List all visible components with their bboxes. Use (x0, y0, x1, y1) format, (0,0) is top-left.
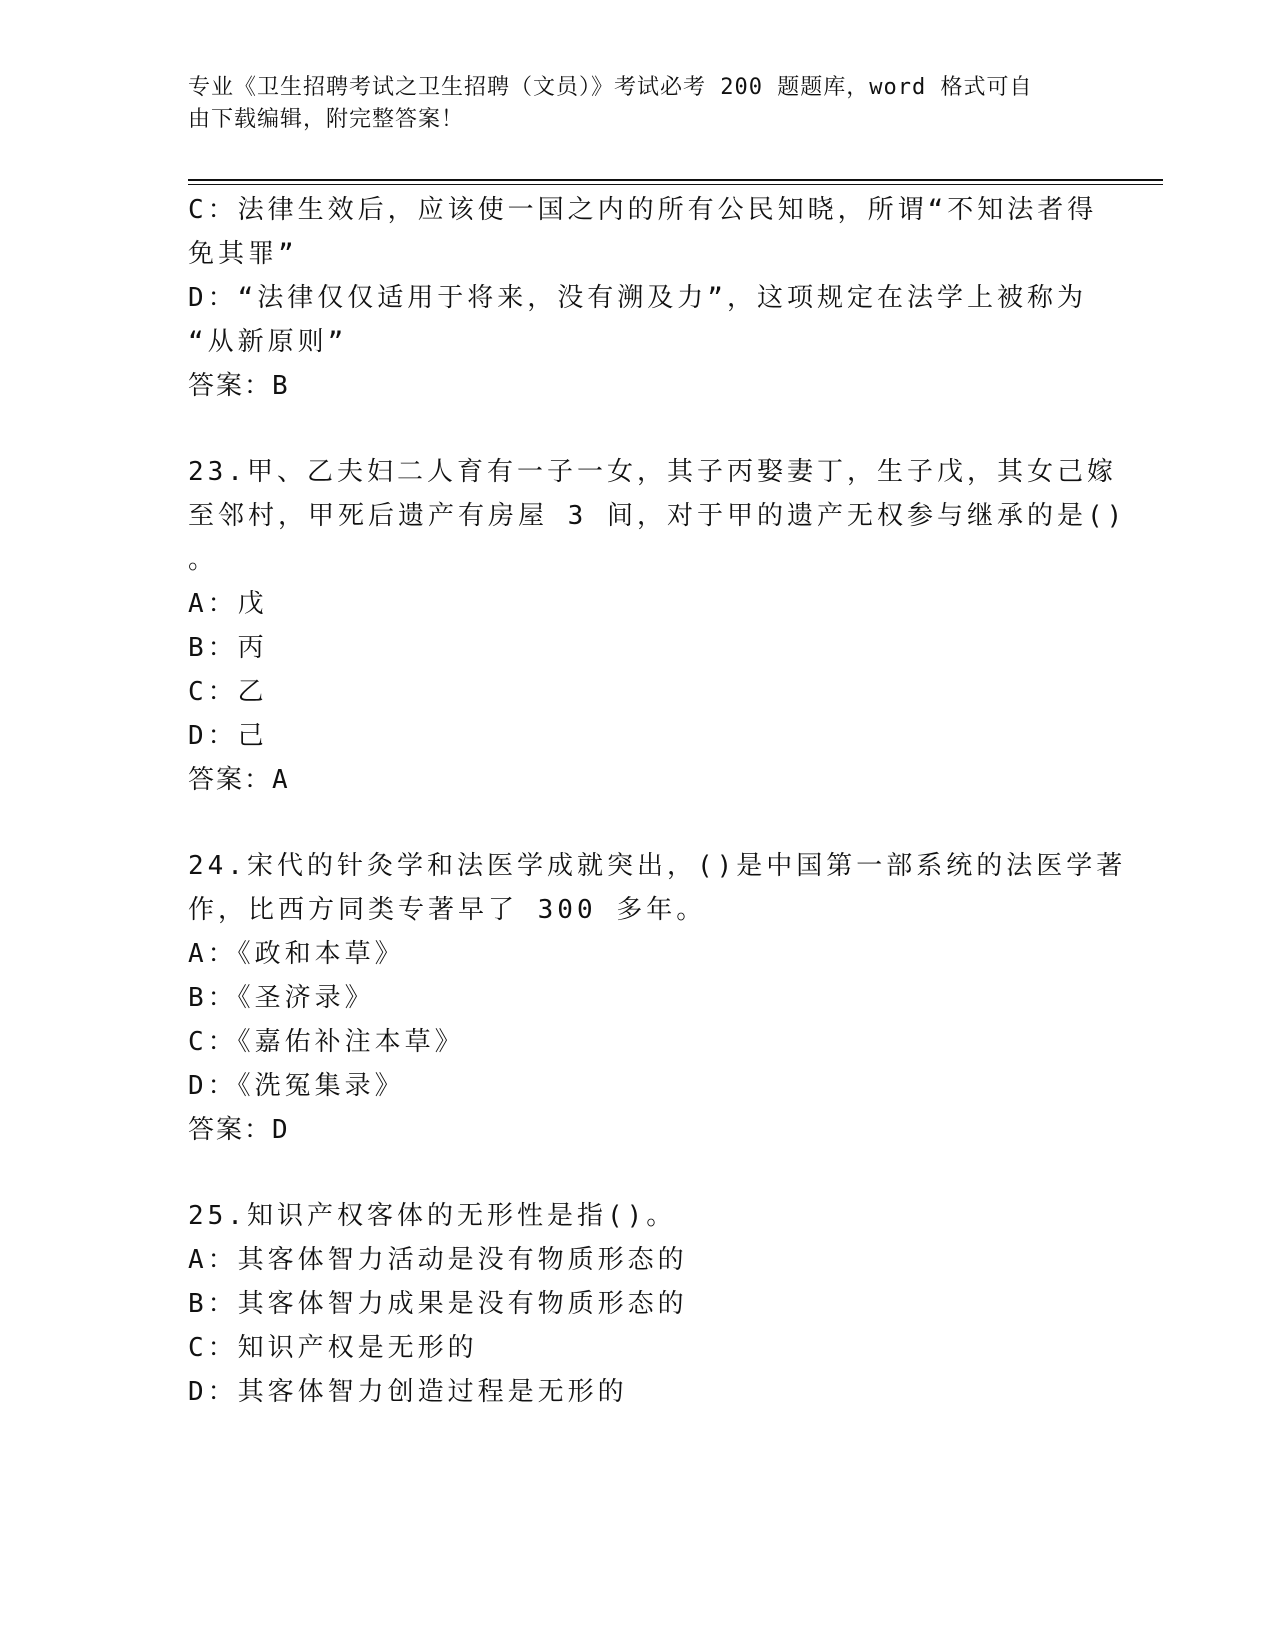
q23-stem-line-3: 。 (188, 545, 219, 575)
q25-option-d: D：其客体智力创造过程是无形的 (188, 1377, 628, 1407)
q22-option-d-line-1: D：“法律仅仅适用于将来，没有溯及力”，这项规定在法学上被称为 (188, 283, 1087, 313)
header-divider-thick (188, 179, 1163, 181)
q22-option-c-line-2: 免其罪” (188, 239, 298, 269)
q25-option-c: C：知识产权是无形的 (188, 1333, 478, 1363)
q22-option-d-line-2: “从新原则” (188, 327, 348, 357)
q23-option-b: B：丙 (188, 633, 268, 663)
q23-option-a: A：戊 (188, 589, 268, 619)
q24-stem-line-2: 作，比西方同类专著早了 300 多年。 (188, 895, 707, 925)
q25-option-a: A：其客体智力活动是没有物质形态的 (188, 1245, 688, 1275)
q23-stem-line-2: 至邻村，甲死后遗产有房屋 3 间，对于甲的遗产无权参与继承的是() (188, 501, 1127, 531)
q25-stem-line-1: 25.知识产权客体的无形性是指()。 (188, 1201, 677, 1231)
q24-answer: 答案：D (188, 1115, 290, 1145)
q23-answer: 答案：A (188, 765, 290, 795)
header-line-1: 专业《卫生招聘考试之卫生招聘（文员）》考试必考 200 题题库，word 格式可自 (188, 75, 1033, 100)
q22-option-c-line-1: C：法律生效后，应该使一国之内的所有公民知晓，所谓“不知法者得 (188, 195, 1098, 225)
q23-stem-line-1: 23.甲、乙夫妇二人育有一子一女，其子丙娶妻丁，生子戊，其女己嫁 (188, 457, 1117, 487)
q23-option-d: D：己 (188, 721, 268, 751)
q24-option-a: A：《政和本草》 (188, 939, 405, 969)
header-line-2: 由下载编辑，附完整答案！ (188, 107, 465, 132)
document-header (188, 72, 1088, 136)
header-divider-thin (188, 184, 1163, 185)
q22-answer: 答案：B (188, 371, 290, 401)
q24-option-c: C：《嘉佑补注本草》 (188, 1027, 465, 1057)
q24-option-d: D：《洗冤集录》 (188, 1071, 405, 1101)
q23-option-c: C：乙 (188, 677, 268, 707)
q24-option-b: B：《圣济录》 (188, 983, 375, 1013)
q25-option-b: B：其客体智力成果是没有物质形态的 (188, 1289, 688, 1319)
q24-stem-line-1: 24.宋代的针灸学和法医学成就突出，()是中国第一部系统的法医学著 (188, 851, 1127, 881)
